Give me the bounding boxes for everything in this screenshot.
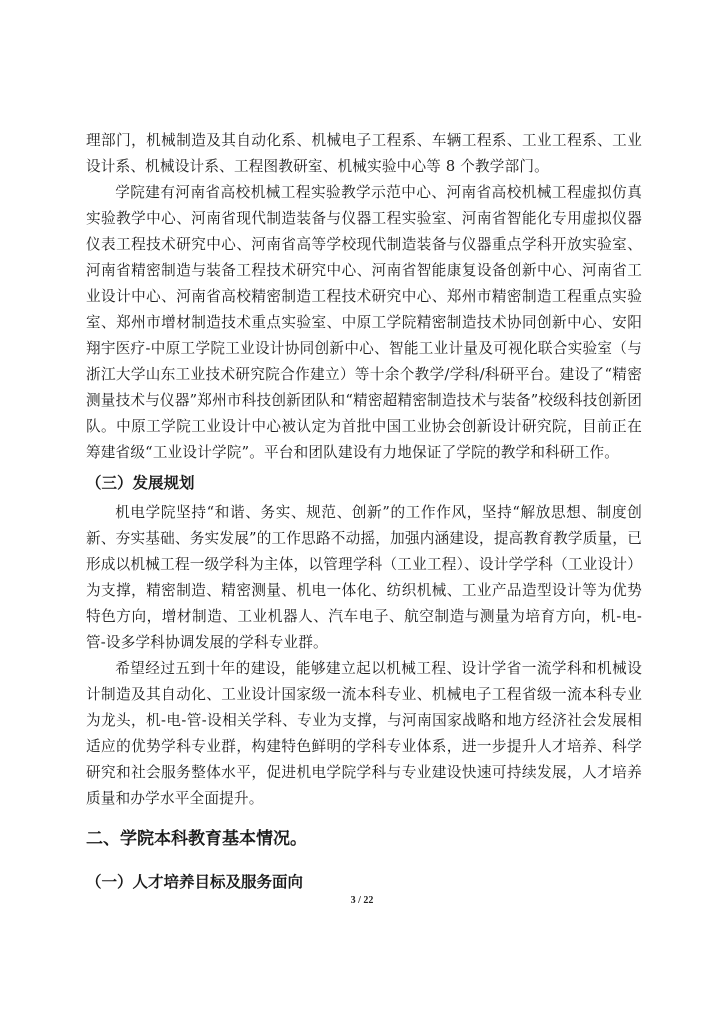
- subheading-development-plan: （三）发展规划: [86, 474, 195, 492]
- subheading-talent-goals: （一）人才培养目标及服务面向: [86, 873, 304, 891]
- section-heading-undergraduate: 二、学院本科教育基本情况。: [86, 829, 307, 849]
- page-number: 3 / 22: [350, 895, 374, 906]
- paragraph-work-style: 机电学院坚持“和谐、务实、规范、创新”的工作作风，坚持“解放思想、制度创新、夯实基础、务实发展”的工作思路不动摇，加强内涵建设，提高教育教学质量，已形成以机械工程一级学科为主体，以管理学科（工业工程）、设计学学科（工业设计）为支撑，精密制造、精密测量、机电一体化、纺织机械、工业产品造型设计等为优势特色方向，增材制造、工业机器人、汽车电子、航空制造与测量为培育方向，机-电-管-设多学科协调发展的学科专业群。: [86, 504, 642, 651]
- paragraph-platforms: 学院建有河南省高校机械工程实验教学示范中心、河南省高校机械工程虚拟仿真实验教学中心、河南省现代制造装备与仪器工程实验室、河南省智能化专用虚拟仪器仪表工程技术研究中心、河南省高等学校现代制造装备与仪器重点学科开放实验室、河南省精密制造与装备工程技术研究中心、河南省智能康复设备创新中心、河南省工业设计中心、河南省高校精密制造工程技术研究中心、郑州市精密制造工程重点实验室、郑州市增材制造技术重点实验室、中原工学院精密制造技术协同创新中心、安阳翔宇医疗-中原工学院工业设计协同创新中心、智能工业计量及可视化联合实验室（与浙江大学山东工业技术研究院合作建立）等十余个教学/学科/科研平台。建设了“精密测量技术与仪器”郑州市科技创新团队和“精密超精密制造技术与装备”校级科技创新团队。中原工学院工业设计中心被认定为首批中国工业协会创新设计研究院，目前正在筹建省级“工业设计学院”。平台和团队建设有力地保证了学院的教学和科研工作。: [86, 184, 642, 461]
- paragraph-departments: 理部门，机械制造及其自动化系、机械电子工程系、车辆工程系、工业工程系、工业设计系、机械设计系、工程图教研室、机械实验中心等 8 个教学部门。: [86, 132, 642, 175]
- paragraph-vision: 希望经过五到十年的建设，能够建立起以机械工程、设计学省一流学科和机械设计制造及其自动化、工业设计国家级一流本科专业、机械电子工程省级一流本科专业为龙头，机-电-管-设相关学科、专业为支撑，与河南国家战略和地方经济社会发展相适应的优势学科专业群，构建特色鲜明的学科专业体系，进一步提升人才培养、科学研究和社会服务整体水平，促进机电学院学科与专业建设快速可持续发展，人才培养质量和办学水平全面提升。: [86, 660, 642, 807]
- document-body: [86, 128, 642, 896]
